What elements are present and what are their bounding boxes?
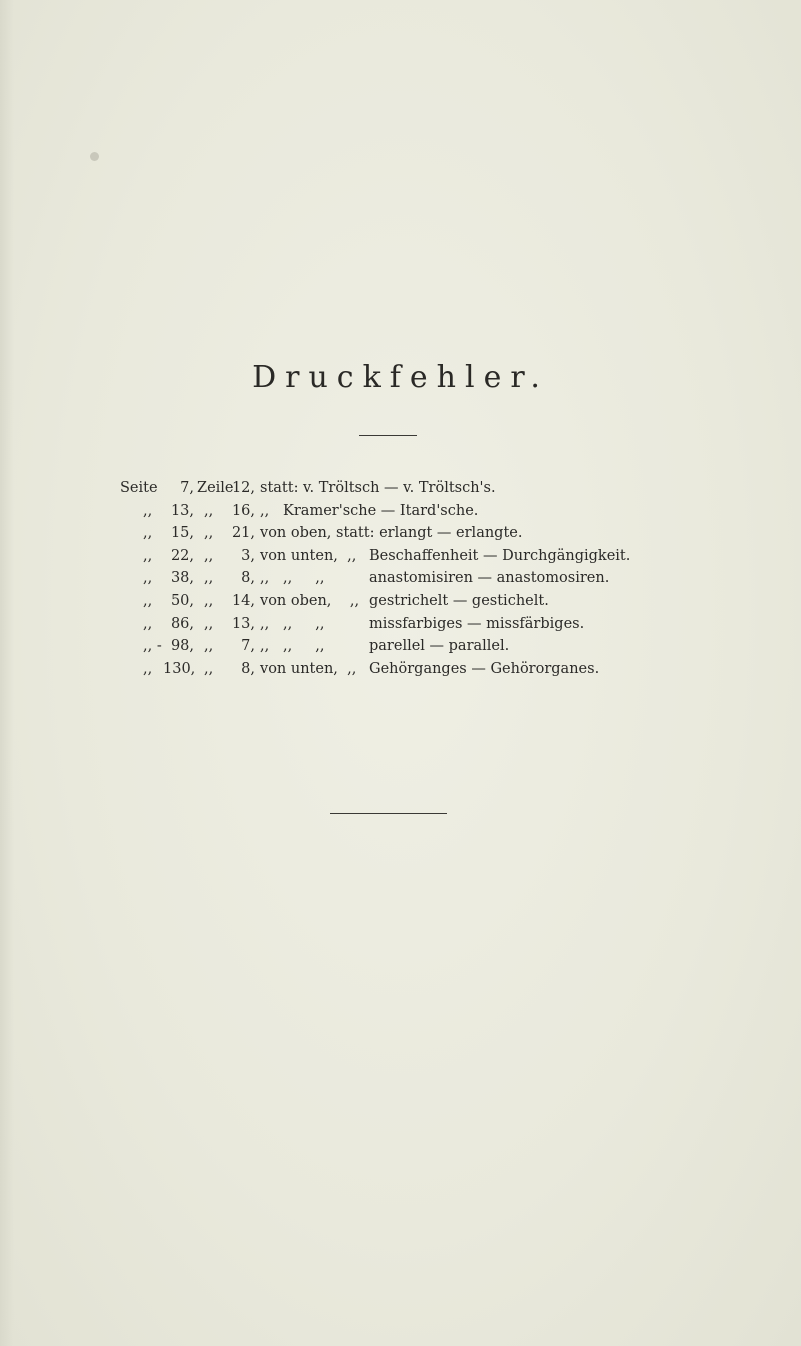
errata-row <box>0 658 801 681</box>
line-number: 7, <box>241 638 255 655</box>
zeile-ditto: ,, <box>204 638 214 655</box>
page-number: 22, <box>170 547 194 564</box>
seite-ditto: ,, - <box>143 638 162 655</box>
zeile-ditto: ,, <box>204 660 214 677</box>
correction-text: ,, ,, ,, <box>260 570 325 587</box>
errata-row <box>0 500 801 523</box>
closing-rule <box>330 813 447 814</box>
errata-row <box>0 613 801 636</box>
page-number: 98, <box>170 638 194 655</box>
page-number: 7, <box>180 480 194 496</box>
page-number: 50, <box>170 592 194 609</box>
errata-list <box>0 477 801 680</box>
errata-row <box>0 590 801 613</box>
line-number: 3, <box>241 547 255 564</box>
seite-ditto: ,, <box>143 547 153 564</box>
correction-text: von unten, ,, <box>260 660 357 677</box>
correction-detail: Beschaffenheit — Durchgängigkeit. <box>369 547 631 564</box>
line-number: 21, <box>231 525 255 542</box>
page-number: 130, <box>163 660 196 677</box>
errata-row <box>0 545 801 568</box>
line-number: 13, <box>231 615 255 632</box>
correction-detail: gestrichelt — gestichelt. <box>369 592 549 609</box>
seite-ditto: ,, <box>143 592 153 609</box>
zeile-label: Zeile <box>197 480 234 496</box>
correction-detail: parellel — parallel. <box>369 638 510 655</box>
seite-ditto: ,, <box>143 570 153 587</box>
correction-text: ,, ,, ,, <box>260 638 325 655</box>
seite-label: Seite <box>120 480 158 496</box>
line-number: 8, <box>241 660 255 677</box>
correction-text: von oben, ,, <box>260 592 360 609</box>
seite-ditto: ,, <box>143 615 153 632</box>
zeile-ditto: ,, <box>204 570 214 587</box>
correction-text: ,, ,, ,, <box>260 615 325 632</box>
errata-row <box>0 522 801 545</box>
errata-row <box>0 635 801 658</box>
zeile-ditto: ,, <box>204 502 214 519</box>
correction-detail: Gehörganges — Gehörorganes. <box>369 660 600 677</box>
correction-detail: missfarbiges — missfärbiges. <box>369 615 585 632</box>
zeile-ditto: ,, <box>204 525 214 542</box>
paper-speck <box>90 152 99 161</box>
page-number: 86, <box>170 615 194 632</box>
correction-text: von unten, ,, <box>260 547 357 564</box>
errata-row <box>0 477 801 500</box>
correction-text: ,, Kramer'sche — Itard'sche. <box>260 502 479 519</box>
line-number: 12, <box>231 480 255 496</box>
zeile-ditto: ,, <box>204 547 214 564</box>
seite-ditto: ,, <box>143 525 153 542</box>
line-number: 8, <box>241 570 255 587</box>
zeile-ditto: ,, <box>204 615 214 632</box>
seite-ditto: ,, <box>143 660 153 677</box>
page-number: 13, <box>170 502 194 519</box>
title-rule <box>359 435 417 436</box>
seite-ditto: ,, <box>143 502 153 519</box>
zeile-ditto: ,, <box>204 592 214 609</box>
errata-row <box>0 567 801 590</box>
line-number: 14, <box>231 592 255 609</box>
correction-text: statt: v. Tröltsch — v. Tröltsch's. <box>260 480 496 496</box>
correction-detail: anastomisiren — anastomosiren. <box>369 570 610 587</box>
line-number: 16, <box>231 502 255 519</box>
page-title: Druckfehler. <box>252 360 549 395</box>
correction-text: von oben, statt: erlangt — erlangte. <box>260 525 523 542</box>
page-number: 38, <box>170 570 194 587</box>
page-number: 15, <box>170 525 194 542</box>
